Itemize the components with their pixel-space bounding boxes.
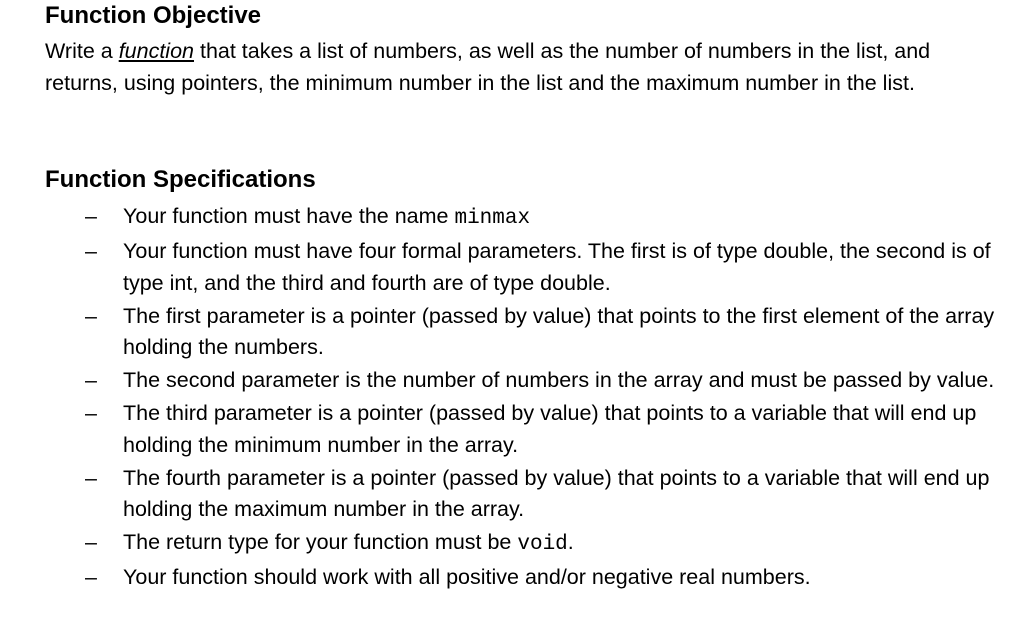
code-void: void [517,533,568,556]
spec-text: The second parameter is the number of numbers in the array and must be passed by value. [123,368,995,392]
spec-item-name [45,201,1005,235]
spec-text: The fourth parameter is a pointer (passed by value) that points to a variable that will end up holding the maximum number in the array. [123,465,990,521]
spec-text: Your function must have the name [123,204,455,228]
spec-item-third-parameter [45,398,1005,461]
objective-text-before: Write a [45,39,119,63]
bullet-dash: – [85,368,97,392]
spec-text: The return type for your function must be [123,530,518,554]
spec-item-fourth-parameter [45,463,1005,526]
bullet-dash: – [85,530,97,554]
spec-text: Your function should work with all positive and/or negative real numbers. [123,565,811,589]
bullet-dash: – [85,465,97,490]
bullet-dash: – [85,303,97,328]
spec-text: Your function must have four formal parameters. The first is of type double, the second is of type int, and the third and fourth are of type double. [123,239,991,295]
objective-paragraph [45,36,965,99]
function-emphasis: function [118,39,194,63]
spec-text: The third parameter is a pointer (passed by value) that points to a variable that will end up holding the minimum number in the array. [123,401,977,457]
spec-item-first-parameter [45,301,1005,364]
objective-text-after: that takes a list of numbers, as well as the number of numbers in the list, and returns, using pointers, the minimum number in the list and the maximum number in the list. [45,39,931,95]
spec-item-parameters [45,236,1005,299]
bullet-dash: – [85,401,97,425]
specifications-list [45,201,1005,595]
spec-item-return-type [45,527,1005,561]
spec-text-after: . [567,530,574,554]
bullet-dash: – [85,204,97,228]
spec-text: The first parameter is a pointer (passed by value) that points to the first element of the array holding the numbers. [123,303,995,359]
spec-item-real-numbers [45,562,1005,594]
specifications-heading: Function Specifications [45,166,316,193]
spec-item-second-parameter [45,365,1005,397]
code-minmax: minmax [454,207,531,230]
objective-heading: Function Objective [45,2,262,29]
bullet-dash: – [85,565,97,589]
bullet-dash: – [85,239,97,263]
